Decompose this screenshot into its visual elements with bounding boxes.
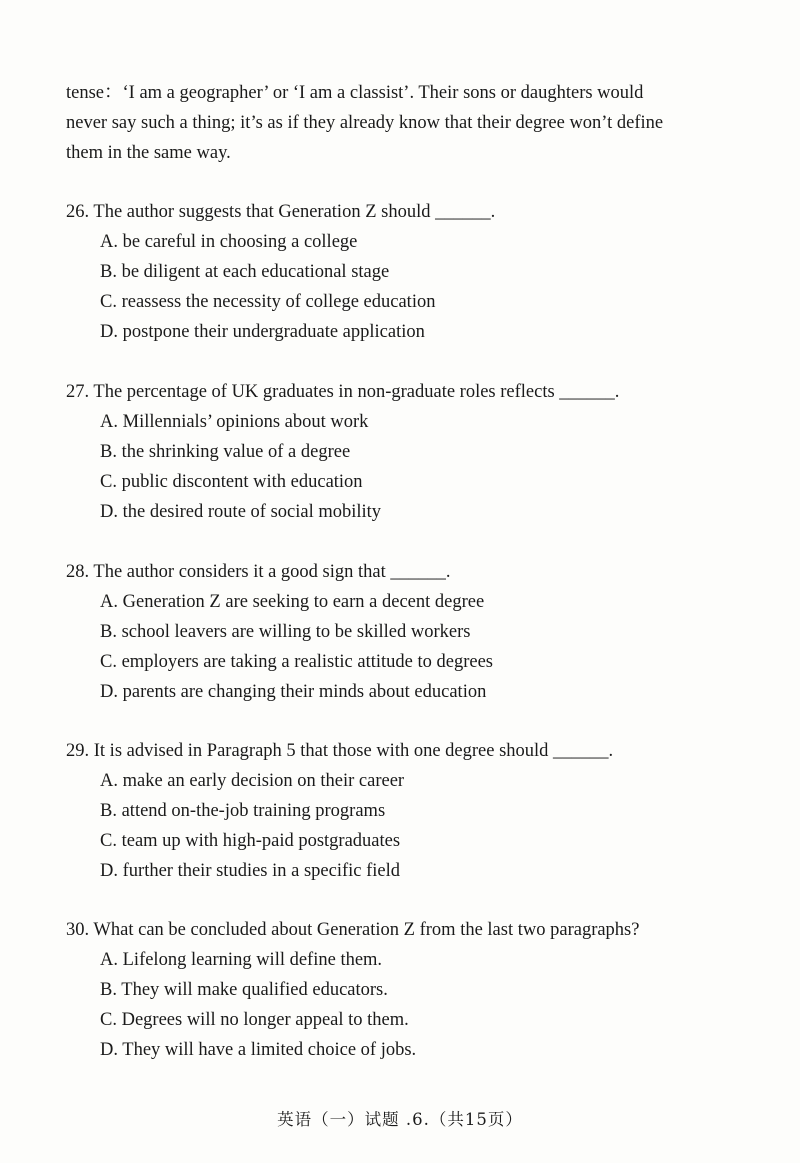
question-28 [66, 557, 746, 707]
option-letter: B. [100, 622, 117, 642]
option-c [66, 287, 746, 317]
option-text: team up with high-paid postgraduates [121, 831, 401, 851]
option-a [66, 766, 746, 796]
option-c [66, 467, 746, 497]
question-text: It is advised in Paragraph 5 that those with one degree should ______. [93, 741, 614, 761]
passage-line: never say such a thing; it’s as if they already know that their degree won’t define [66, 113, 664, 133]
option-text: the desired route of social mobility [122, 502, 382, 522]
option-text: school leavers are willing to be skilled workers [121, 622, 471, 642]
option-letter: B. [100, 442, 117, 462]
option-list [66, 227, 746, 347]
option-list [66, 766, 746, 886]
option-letter: C. [100, 1010, 117, 1030]
option-text: be careful in choosing a college [122, 232, 358, 252]
option-letter: B. [100, 980, 117, 1000]
option-letter: A. [100, 412, 118, 432]
option-letter: C. [100, 652, 117, 672]
option-c [66, 1005, 746, 1035]
question-number: 28. [66, 562, 90, 582]
question-30 [66, 915, 746, 1065]
option-letter: C. [100, 292, 117, 312]
option-list [66, 945, 746, 1065]
option-list [66, 587, 746, 707]
option-letter: A. [100, 950, 118, 970]
option-b [66, 796, 746, 826]
option-text: the shrinking value of a degree [121, 442, 351, 462]
option-letter: D. [100, 682, 118, 702]
question-number: 29. [66, 741, 90, 761]
passage-line: them in the same way. [66, 143, 231, 163]
option-letter: A. [100, 592, 118, 612]
question-stem [66, 377, 746, 407]
question-27 [66, 377, 746, 527]
question-stem [66, 736, 746, 766]
option-b [66, 437, 746, 467]
question-number: 30. [66, 920, 90, 940]
option-letter: D. [100, 861, 118, 881]
option-letter: A. [100, 771, 118, 791]
question-text: The percentage of UK graduates in non-graduate roles reflects ______. [93, 382, 620, 402]
page-footer: 英语（一）试题 .6.（共15页） [277, 1110, 523, 1129]
option-text: Degrees will no longer appeal to them. [121, 1010, 409, 1030]
option-text: be diligent at each educational stage [121, 262, 390, 282]
option-text: They will have a limited choice of jobs. [122, 1040, 417, 1060]
question-26 [66, 197, 746, 347]
option-letter: B. [100, 262, 117, 282]
option-text: make an early decision on their career [122, 771, 405, 791]
question-text: What can be concluded about Generation Z from the last two paragraphs? [93, 920, 640, 940]
option-text: postpone their undergraduate application [122, 322, 425, 342]
option-letter: D. [100, 1040, 118, 1060]
question-text: The author suggests that Generation Z should ______. [93, 202, 496, 222]
option-a [66, 227, 746, 257]
option-letter: C. [100, 831, 117, 851]
option-d [66, 677, 746, 707]
option-text: reassess the necessity of college education [121, 292, 436, 312]
option-letter: D. [100, 322, 118, 342]
question-stem [66, 557, 746, 587]
option-d [66, 856, 746, 886]
option-b [66, 257, 746, 287]
option-text: further their studies in a specific field [122, 861, 401, 881]
option-d [66, 497, 746, 527]
option-letter: B. [100, 801, 117, 821]
option-text: Millennials’ opinions about work [122, 412, 369, 432]
option-text: Lifelong learning will define them. [122, 950, 383, 970]
option-b [66, 617, 746, 647]
question-number: 27. [66, 382, 90, 402]
option-a [66, 945, 746, 975]
option-letter: A. [100, 232, 118, 252]
option-a [66, 407, 746, 437]
option-c [66, 647, 746, 677]
option-letter: D. [100, 502, 118, 522]
option-text: They will make qualified educators. [121, 980, 388, 1000]
question-29 [66, 736, 746, 886]
option-c [66, 826, 746, 856]
option-d [66, 317, 746, 347]
question-stem [66, 915, 746, 945]
question-text: The author considers it a good sign that ______. [93, 562, 451, 582]
option-text: attend on-the-job training programs [121, 801, 386, 821]
passage-line: tense：‘I am a geographer’ or ‘I am a classist’. Their sons or daughters would [66, 83, 644, 103]
passage-continuation [66, 78, 716, 168]
option-text: Generation Z are seeking to earn a decent degree [122, 592, 485, 612]
option-text: parents are changing their minds about education [122, 682, 487, 702]
option-b [66, 975, 746, 1005]
option-text: public discontent with education [121, 472, 363, 492]
option-letter: C. [100, 472, 117, 492]
option-list [66, 407, 746, 527]
option-a [66, 587, 746, 617]
option-text: employers are taking a realistic attitude to degrees [121, 652, 493, 672]
question-number: 26. [66, 202, 90, 222]
question-stem [66, 197, 746, 227]
option-d [66, 1035, 746, 1065]
